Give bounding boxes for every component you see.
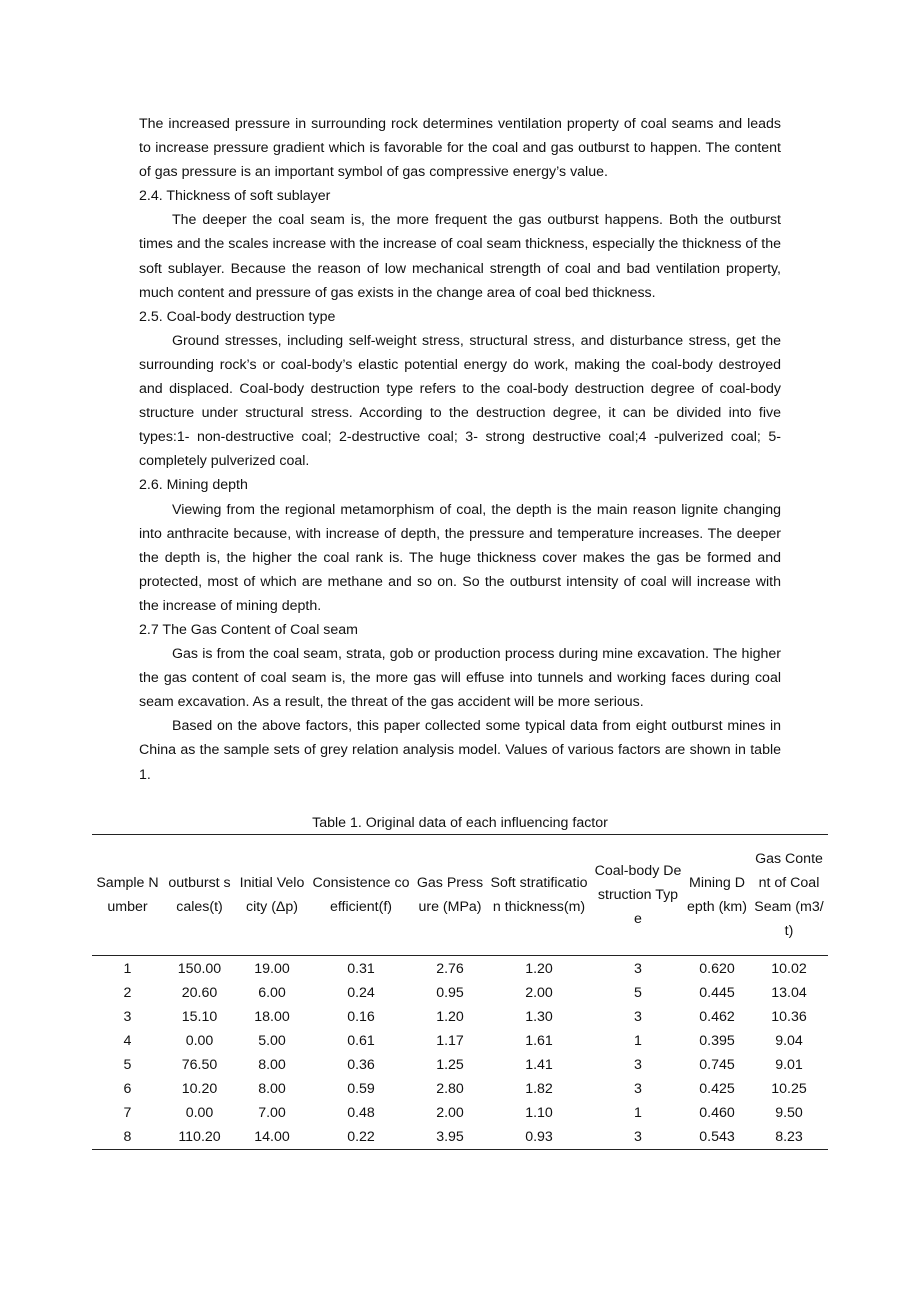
table-cell: 1: [123, 961, 132, 977]
table-cell: 1.10: [525, 1105, 553, 1121]
table-cell: 3.95: [436, 1129, 464, 1145]
table-row: [92, 1101, 828, 1125]
table-cell: 18.00: [254, 1009, 290, 1025]
paragraph-destruction-type: Ground stresses, including self-weight stress, structural stress, and disturbance stress, get the surrounding rock’s or coal-body’s elastic potential energy do work, making the coal-body destroyed and displaced. Coal-body destruction type refers to the coal-body destruction degree of coal-body structure under structural stress. According to the destruction degree, it can be divided into five types:1- non-destructive coal; 2-destructive coal; 3- strong destructive coal;4 -pulverized coal; 5-completely pulverized coal.: [139, 332, 781, 470]
table-cell: 0.543: [699, 1129, 735, 1145]
header-initial-velocity: Initial Velocity (Δp): [239, 875, 305, 915]
table-cell: 0.31: [347, 961, 375, 977]
table-cell: 14.00: [254, 1129, 290, 1145]
table-cell: 0.620: [699, 961, 735, 977]
table-cell: 9.01: [775, 1057, 803, 1073]
paragraph-soft-sublayer: The deeper the coal seam is, the more frequent the gas outburst happens. Both the outburst times and the scales increase with the increase of coal seam thickness, especially the thickness of the soft sublayer. Because the reason of low mechanical strength of coal and bad ventilation property, much content and pressure of gas exists in the change area of coal bed thickness.: [139, 212, 781, 301]
table-cell: 0.36: [347, 1057, 375, 1073]
table-cell: 5.00: [258, 1033, 286, 1049]
table-row: [92, 1005, 828, 1029]
header-coal-body-destruction-type: Coal-body Destruction Type: [594, 863, 682, 927]
table-cell: 13.04: [771, 985, 807, 1001]
table-cell: 9.04: [775, 1033, 803, 1049]
table-cell: 6.00: [258, 985, 286, 1001]
table-cell: 8.23: [775, 1129, 803, 1145]
table-cell: 6: [123, 1081, 132, 1097]
table-cell: 2.00: [436, 1105, 464, 1121]
table-cell: 1.82: [525, 1081, 553, 1097]
table-cell: 10.25: [771, 1081, 807, 1097]
header-consistence-coefficient: Consistence coefficient(f): [312, 875, 410, 915]
table-cell: 3: [634, 1057, 642, 1073]
table-cell: 0.00: [185, 1105, 214, 1121]
table-body: [92, 956, 828, 1150]
table-row: [92, 981, 828, 1005]
table-cell: 0.425: [699, 1081, 735, 1097]
section-heading-2-7: 2.7 The Gas Content of Coal seam: [139, 621, 358, 638]
table-row: [92, 1053, 828, 1077]
header-sample-number: Sample Number: [96, 875, 159, 915]
table-cell: 0.460: [699, 1105, 735, 1121]
table-cell: 0.445: [699, 985, 735, 1001]
table-cell: 0.93: [525, 1129, 553, 1145]
table-cell: 76.50: [181, 1057, 218, 1073]
table-cell: 7: [123, 1105, 132, 1121]
table-cell: 0.24: [347, 985, 375, 1001]
table-cell: 2.80: [436, 1081, 464, 1097]
table-cell: 3: [634, 1081, 642, 1097]
table-cell: 1.61: [525, 1033, 553, 1049]
section-heading-2-6: 2.6. Mining depth: [139, 477, 248, 494]
table-cell: 1.20: [525, 961, 553, 977]
table-cell: 3: [123, 1009, 132, 1025]
section-heading-2-4: 2.4. Thickness of soft sublayer: [139, 188, 331, 205]
table-cell: 1: [634, 1033, 642, 1049]
table-cell: 19.00: [254, 961, 290, 977]
paragraph-gas-content: Gas is from the coal seam, strata, gob or production process during mine excavation. The higher the gas content of coal seam is, the more gas will effuse into tunnels and working faces during coal seam excavation. As a result, the threat of the gas accident will be more serious.: [139, 646, 781, 711]
table-cell: 2.76: [436, 961, 464, 977]
body-text: [139, 112, 781, 787]
header-soft-stratification-thickness: Soft stratification thickness(m): [490, 875, 588, 915]
table-header-row: [92, 835, 828, 956]
table-row: [92, 1029, 828, 1053]
table-cell: 3: [634, 1129, 642, 1145]
table-cell: 1.30: [525, 1009, 553, 1025]
table-cell: 20.60: [181, 985, 218, 1001]
paragraph-mining-depth: Viewing from the regional metamorphism of coal, the depth is the main reason lignite changing into anthracite because, with increase of depth, the pressure and temperature increases. The deeper the depth is, the higher the coal rank is. The huge thickness cover makes the gas be formed and protected, most of which are methane and so on. So the outburst intensity of coal will increase with the increase of mining depth.: [139, 501, 781, 614]
table-cell: 0.48: [347, 1105, 375, 1121]
table-cell: 1: [634, 1105, 642, 1121]
table-cell: 8.00: [258, 1081, 286, 1097]
header-gas-content: Gas Content of Coal Seam (m3/t): [754, 851, 824, 939]
table-cell: 0.16: [347, 1009, 375, 1025]
section-heading-2-5: 2.5. Coal-body destruction type: [139, 308, 336, 325]
table-cell: 0.22: [347, 1129, 375, 1145]
table-cell: 9.50: [775, 1105, 803, 1121]
table-cell: 150.00: [177, 961, 222, 977]
table-cell: 110.20: [178, 1129, 221, 1145]
data-table: [92, 834, 828, 1150]
table-cell: 8.00: [258, 1057, 286, 1073]
table-cell: 1.41: [525, 1057, 553, 1073]
paragraph-gas-pressure: The increased pressure in surrounding rock determines ventilation property of coal seams and leads to increase pressure gradient which is favorable for the coal and gas outburst to happen. The content of gas pressure is an important symbol of gas compressive energy’s value.: [139, 116, 781, 181]
table-cell: 1.17: [436, 1033, 464, 1049]
table-cell: 2: [123, 985, 132, 1001]
table-row: [92, 1125, 828, 1150]
table-cell: 7.00: [258, 1105, 286, 1121]
table-cell: 0.745: [699, 1057, 735, 1073]
table-cell: 1.20: [436, 1009, 464, 1025]
table-cell: 10.20: [181, 1081, 218, 1097]
table-cell: 0.61: [347, 1033, 375, 1049]
table-cell: 4: [123, 1033, 132, 1049]
table-cell: 10.02: [771, 961, 807, 977]
table-row: [92, 1077, 828, 1101]
header-mining-depth: Mining Depth (km): [687, 875, 747, 915]
header-outburst-scales: outburst scales(t): [168, 875, 231, 915]
table-cell: 0.59: [347, 1081, 375, 1097]
table-cell: 3: [634, 961, 642, 977]
table-cell: 0.462: [699, 1009, 735, 1025]
table-cell: 2.00: [525, 985, 553, 1001]
table-cell: 5: [123, 1057, 132, 1073]
table-cell: 3: [634, 1009, 642, 1025]
table-cell: 0.95: [436, 985, 464, 1001]
table-cell: 0.00: [185, 1033, 214, 1049]
table-cell: 0.395: [699, 1033, 735, 1049]
table-row: [92, 956, 828, 982]
paragraph-factors-summary: Based on the above factors, this paper collected some typical data from eight outburst mines in China as the sample sets of grey relation analysis model. Values of various factors are shown in table 1.: [139, 718, 781, 783]
table-cell: 5: [634, 985, 642, 1001]
header-gas-pressure: Gas Pressure (MPa): [416, 875, 484, 915]
table-cell: 15.10: [181, 1009, 218, 1025]
table-cell: 8: [123, 1129, 132, 1145]
table-caption: Table 1. Original data of each influencing factor: [312, 815, 608, 831]
table-cell: 10.36: [771, 1009, 807, 1025]
table-cell: 1.25: [436, 1057, 464, 1073]
